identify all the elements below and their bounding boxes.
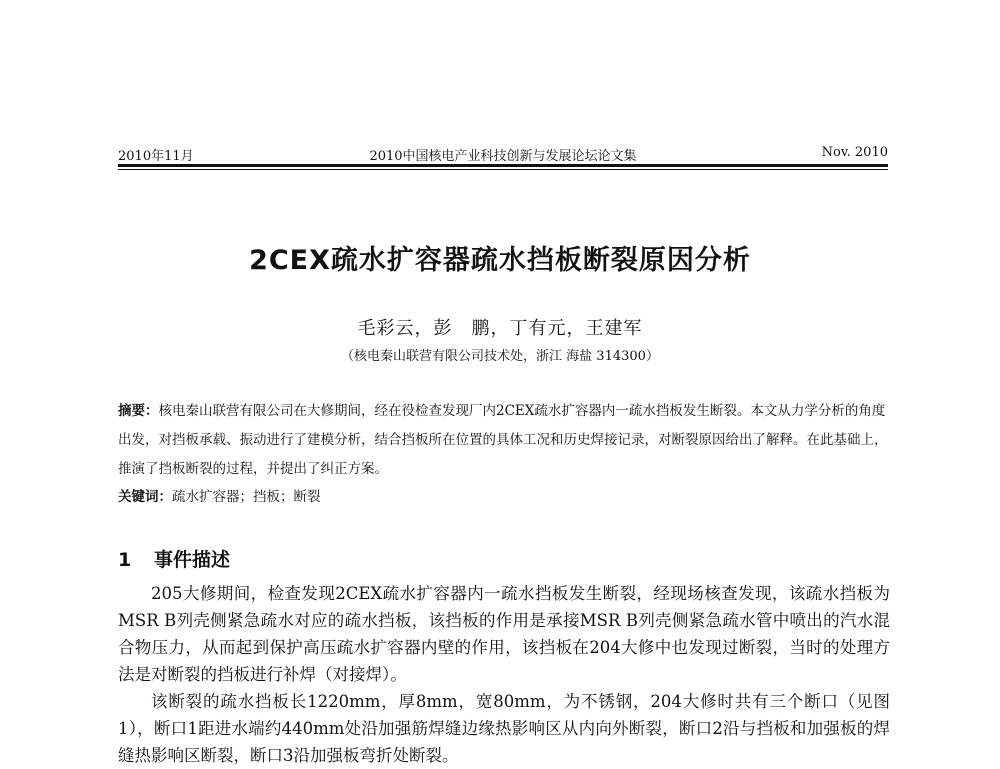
paper-title: 2CEX疏水扩容器疏水挡板断裂原因分析 bbox=[249, 245, 751, 276]
section-body bbox=[118, 580, 890, 769]
keywords-label: 关键词： bbox=[118, 489, 172, 505]
abstract bbox=[118, 397, 890, 484]
running-header bbox=[118, 145, 888, 163]
body-paragraph: 205大修期间，检查发现2CEX疏水扩容器内一疏水挡板发生断裂，经现场核查发现，该疏水挡板为MSR B列壳侧紧急疏水对应的疏水挡板，该挡板的作用是承接MSR B列壳侧紧急疏水管中喷出的汽水混合物压力，从而起到保护高压疏水扩容器内壁的作用，该挡板在204大修中也发现过断裂，当时的处理方法是对断裂的挡板进行补焊（对接焊）。 bbox=[118, 584, 890, 684]
keywords bbox=[118, 485, 890, 505]
section-number: 1 bbox=[118, 549, 132, 571]
header-proceedings-title: 2010中国核电产业科技创新与发展论坛论文集 bbox=[369, 149, 637, 164]
section-title: 事件描述 bbox=[154, 549, 231, 571]
abstract-text: 核电秦山联营有限公司在大修期间，经在役检查发现厂内2CEX疏水扩容器内一疏水挡板发生断裂。本文从力学分析的角度出发，对挡板承载、振动进行了建模分析，结合挡板所在位置的具体工况和历史焊接记录，对断裂原因给出了解释。在此基础上，推演了挡板断裂的过程，并提出了纠正方案。 bbox=[118, 403, 888, 477]
keywords-text: 疏水扩容器；挡板；断裂 bbox=[172, 489, 321, 505]
header-rule-thick bbox=[118, 164, 888, 167]
body-paragraph: 该断裂的疏水挡板长1220mm，厚8mm，宽80mm，为不锈钢，204大修时共有三个断口（见图1），断口1距进水端约440mm处沿加强筋焊缝边缘热影响区从内向外断裂，断口2沿与挡板和加强板的焊缝热影响区断裂，断口3沿加强板弯折处断裂。 bbox=[118, 692, 890, 765]
author-affiliation: （核电秦山联营有限公司技术处，浙江 海盐 314300） bbox=[341, 349, 659, 364]
paper-authors: 毛彩云，彭 鹏，丁有元，王建军 bbox=[357, 318, 643, 339]
header-date-english: Nov. 2010 bbox=[821, 145, 888, 160]
abstract-label: 摘要： bbox=[118, 403, 159, 419]
header-date: 2010年11月 bbox=[118, 149, 194, 164]
header-rule-thin bbox=[118, 169, 888, 170]
section-heading bbox=[118, 545, 230, 572]
